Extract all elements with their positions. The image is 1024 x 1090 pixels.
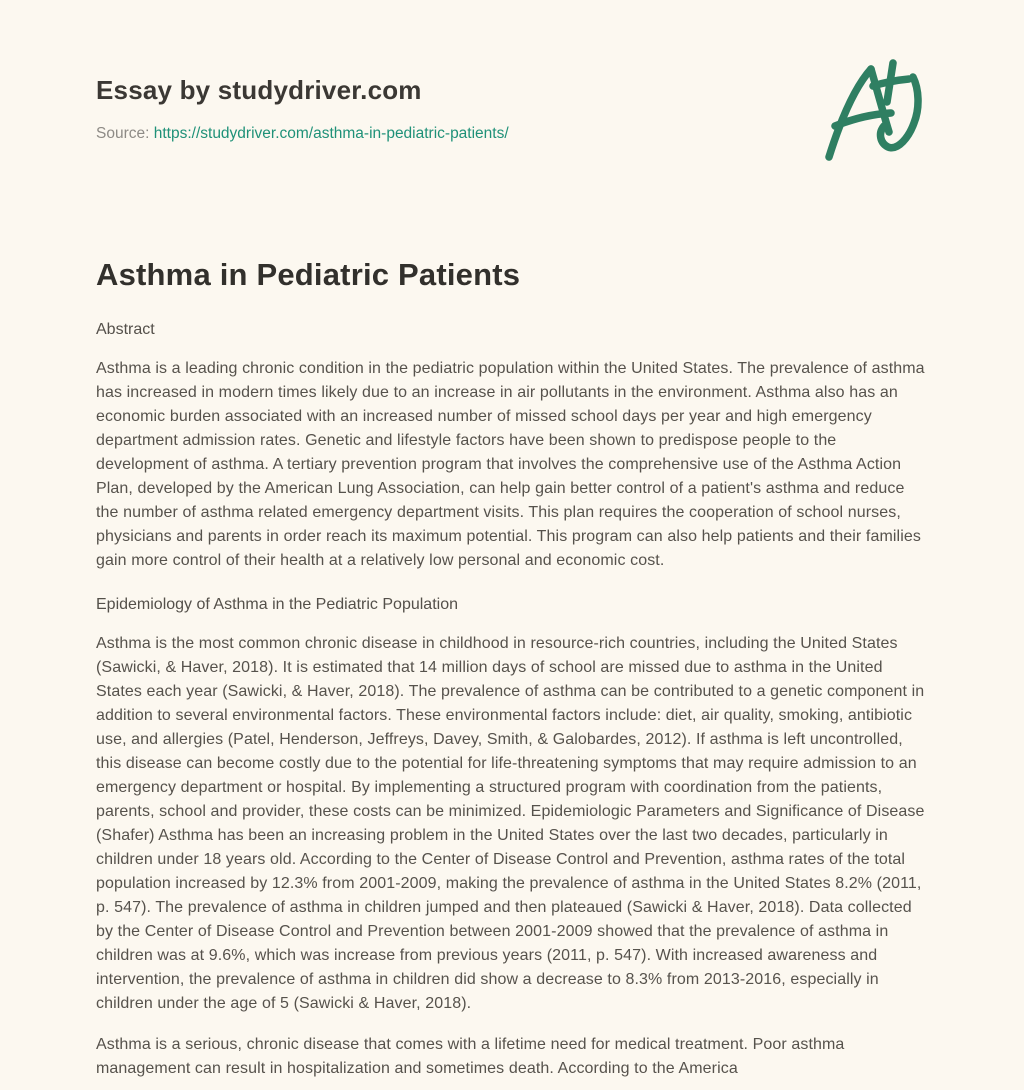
epidemiology-paragraph-1: Asthma is the most common chronic disease in childhood in resource-rich countries, including the United States (Sawicki, & Haver, 2018). It is estimated that 14 million days of school are missed due to asthma in the United States each year (Sawicki, & Haver, 2018). The prevalence of asthma can be contributed to a genetic component in addition to several environmental factors. These environmental factors include: diet, air quality, smoking, antibiotic use, and allergies (Patel, Henderson, Jeffreys, Davey, Smith, & Galobardes, 2012). If asthma is left uncontrolled, this disease can become costly due to the potential for life-threatening symptoms that may require admission to an emergency department or hospital. By implementing a structured program with coordination from the patients, parents, school and provider, these costs can be minimized. Epidemiologic Parameters and Significance of Disease (Shafer) Asthma has been an increasing problem in the United States over the last two decades, particularly in children under 18 years old. According to the Center of Disease Control and Prevention, asthma rates of the total population increased by 12.3% from 2001-2009, making the prevalence of asthma in the United States 8.2% (2011, p. 547). The prevalence of asthma in children jumped and then plateaued (Sawicki & Haver, 2018). Data collected by the Center of Disease Control and Prevention between 2001-2009 showed that the prevalence of asthma in children was at 9.6%, which was increase from previous years (2011, p. 547). With increased awareness and intervention, the prevalence of asthma in children did show a decrease to 8.3% from 2013-2016, especially in children under the age of 5 (Sawicki & Haver, 2018). <box>96 635 925 1012</box>
abstract-heading: Abstract <box>96 321 155 338</box>
epidemiology-paragraph-2: Asthma is a serious, chronic disease that comes with a lifetime need for medical treatment. Poor asthma management can result in hospitalization and sometimes death. According to the America <box>96 1036 845 1077</box>
studydriver-a-plus-logo-icon <box>820 56 950 174</box>
source-url-link[interactable]: https://studydriver.com/asthma-in-pediatric-patients/ <box>153 125 509 142</box>
source-label: Source: <box>96 125 150 142</box>
page-title: Asthma in Pediatric Patients <box>96 257 521 292</box>
essay-by-heading: Essay by studydriver.com <box>96 75 422 105</box>
abstract-paragraph: Asthma is a leading chronic condition in the pediatric population within the United States. The prevalence of asthma has increased in modern times likely due to an increase in air pollutants in the environment. Asthma also has an economic burden associated with an increased number of missed school days per year and high emergency department admission rates. Genetic and lifestyle factors have been shown to predispose people to the development of asthma. A tertiary prevention program that involves the comprehensive use of the Asthma Action Plan, developed by the American Lung Association, can help gain better control of a patient's asthma and reduce the number of asthma related emergency department visits. This plan requires the cooperation of school nurses, physicians and parents in order reach its maximum potential. This program can also help patients and their families gain more control of their health at a relatively low personal and economic cost. <box>96 360 925 569</box>
source-line <box>96 124 928 144</box>
epidemiology-heading: Epidemiology of Asthma in the Pediatric Population <box>96 596 458 613</box>
